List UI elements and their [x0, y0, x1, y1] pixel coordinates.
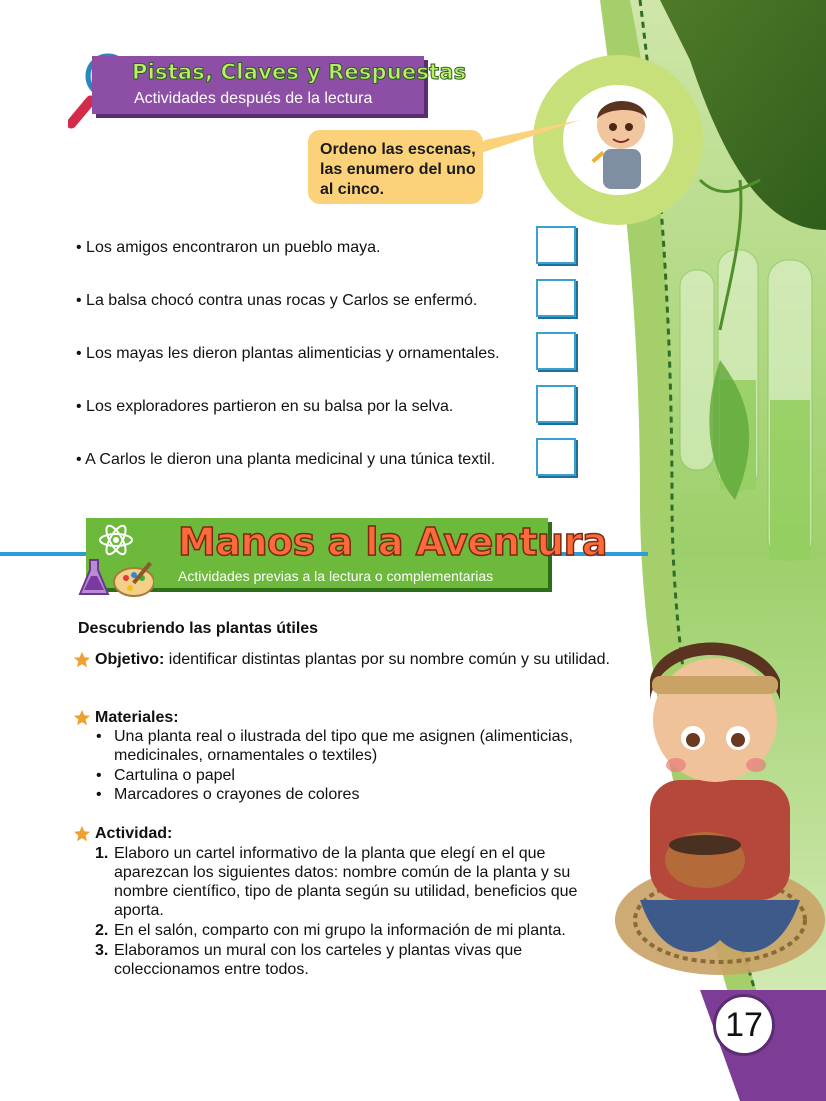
list-item: • Los exploradores partieron en su balsa por la selva.	[76, 398, 454, 415]
materials-item: Cartulina o papel	[114, 767, 235, 784]
list-item: • Los mayas les dieron plantas alimenticias y ornamentales.	[76, 345, 500, 362]
bullet-dot: •	[96, 786, 102, 803]
activity-step: En el salón, comparto con mi grupo la información de mi planta.	[114, 922, 566, 939]
materials-item: Una planta real o ilustrada del tipo que me asignen (alimenticias, medicinales, ornamentales o textiles)	[114, 728, 573, 764]
star-icon	[73, 709, 91, 727]
objective-paragraph: Objetivo: identificar distintas plantas por su nombre común y su utilidad.	[95, 651, 610, 668]
page-number: 17	[713, 994, 775, 1056]
section-subtitle: Actividades previas a la lectura o complementarias	[178, 568, 494, 584]
answer-box[interactable]	[536, 385, 576, 423]
speech-bubble	[308, 130, 483, 204]
bullet-dot: •	[96, 728, 102, 745]
science-art-icon	[74, 520, 154, 598]
step-number: 3.	[95, 942, 109, 959]
section-subtitle: Actividades después de la lectura	[134, 90, 373, 107]
bullet-dot: •	[96, 767, 102, 784]
section-header-pistas	[92, 56, 467, 114]
answer-box[interactable]	[536, 332, 576, 370]
materials-item: Marcadores o crayones de colores	[114, 786, 360, 803]
materials-label: Materiales:	[95, 709, 179, 726]
answer-box[interactable]	[536, 226, 576, 264]
list-item: • Los amigos encontraron un pueblo maya.	[76, 239, 381, 256]
step-number: 1.	[95, 845, 109, 862]
star-icon	[73, 651, 91, 669]
activity-label: Actividad:	[95, 825, 173, 842]
speech-bubble-text: Ordeno las escenas, las enumero del uno al cinco.	[320, 141, 476, 198]
list-item: • A Carlos le dieron una planta medicinal y una túnica textil.	[76, 451, 496, 468]
answer-box[interactable]	[536, 279, 576, 317]
list-item: • La balsa chocó contra unas rocas y Carlos se enfermó.	[76, 292, 478, 309]
section-title: Pistas, Claves y Respuestas	[132, 60, 467, 84]
activity-heading: Descubriendo las plantas útiles	[78, 620, 319, 637]
activity-step: Elaboramos un mural con los carteles y plantas vivas que coleccionamos entre todos.	[114, 942, 523, 978]
answer-box[interactable]	[536, 438, 576, 476]
section-header-manos	[86, 518, 607, 588]
activity-step: Elaboro un cartel informativo de la planta que elegí en el que aparezcan los siguientes datos: nombre común de la planta y su nombre científico, tipo de planta según su utilidad, beneficios que aporta.	[114, 845, 578, 919]
section-title: Manos a la Aventura	[178, 520, 607, 564]
step-number: 2.	[95, 922, 109, 939]
star-icon	[73, 825, 91, 843]
